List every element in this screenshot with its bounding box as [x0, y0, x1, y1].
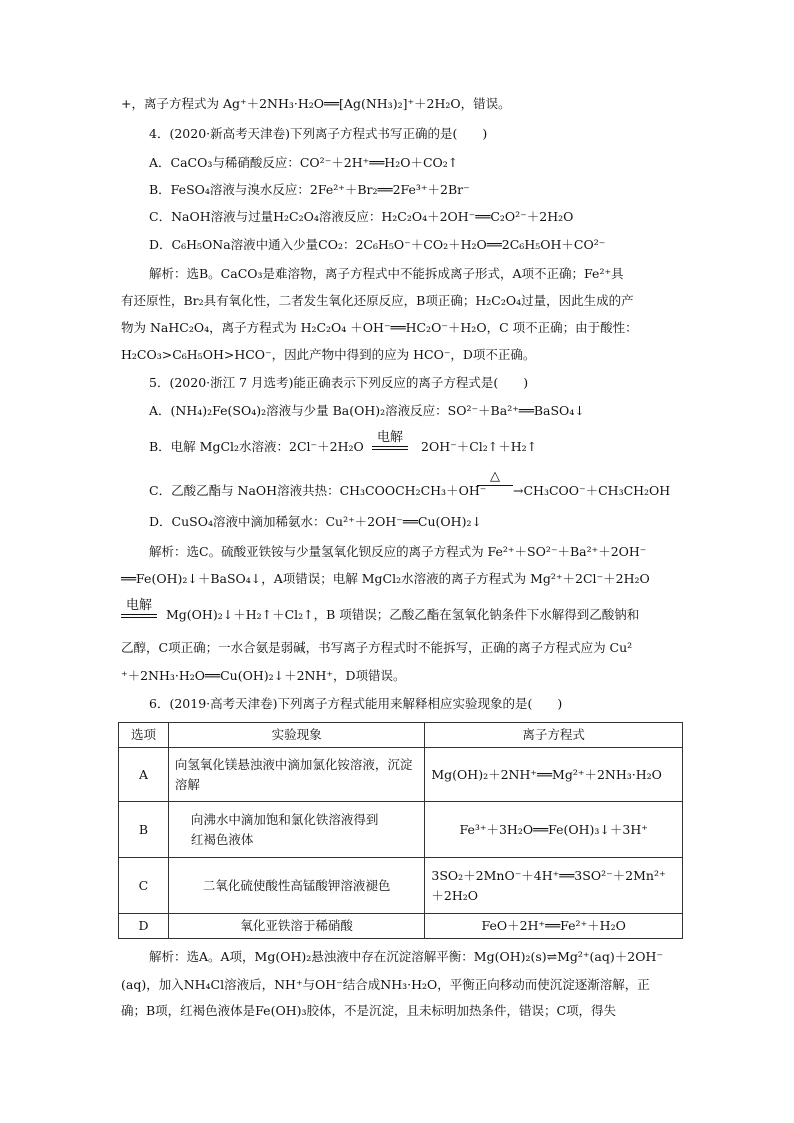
answer-6-line: (aq)，加入NH₄Cl溶液后，NH⁺与OH⁻结合成NH₃·H₂O，平衡正向移动而使沉淀逐渐溶解，正 — [121, 977, 650, 992]
electrolysis-condition-2 — [121, 594, 157, 618]
question-6: 6．(2019·高考天津卷)下列离子方程式能用来解释相应实验现象的是( ) — [149, 696, 563, 711]
row-equation: FeO＋2H⁺══Fe²⁺＋H₂O — [425, 914, 683, 939]
row-equation: Mg(OH)₂＋2NH⁺══Mg²⁺＋2NH₃·H₂O — [425, 748, 683, 802]
row-phenomenon: 二氧化硫使酸性高锰酸钾溶液褪色 — [168, 858, 424, 914]
row-option: B — [119, 802, 169, 858]
question-4: 4．(2020·新高考天津卷)下列离子方程式书写正确的是( ) — [149, 126, 488, 141]
answer-6-line: 解析：选A。A项，Mg(OH)₂悬浊液中存在沉淀溶解平衡：Mg(OH)₂(s)⇌Mg²⁺(aq)＋2OH⁻ — [149, 949, 663, 964]
row-phenomenon: 氧化亚铁溶于稀硝酸 — [168, 914, 424, 939]
row-option: D — [119, 914, 169, 939]
question-4-option-d: D．C₆H₅ONa溶液中通入少量CO₂：2C₆H₅O⁻＋CO₂＋H₂O══2C₆H₅OH＋CO²⁻ — [149, 237, 606, 252]
question-5-option-b — [149, 437, 364, 457]
row-option: A — [119, 748, 169, 802]
table-row — [119, 802, 683, 858]
answer-4-line: H₂CO₃>C₆H₅OH>HCO⁻，因此产物中得到的应为 HCO⁻，D项不正确。 — [121, 347, 536, 362]
question-5: 5．(2020·浙江 7 月选考)能正确表示下列反应的离子方程式是( ) — [149, 375, 529, 390]
answer-6-line: 确；B项，红褐色液体是Fe(OH)₃胶体，不是沉淀，且未标明加热条件，错误；C项，得失 — [121, 1003, 617, 1018]
question-4-option-a: A．CaCO₃与稀硝酸反应：CO²⁻＋2H⁺══H₂O＋CO₂↑ — [149, 155, 459, 170]
header-phenomenon: 实验现象 — [168, 723, 424, 748]
answer-5-line: ⁺＋2NH₃·H₂O══Cu(OH)₂↓＋2NH⁺，D项错误。 — [121, 668, 406, 683]
answer-4-line: 有还原性，Br₂具有氧化性，二者发生氧化还原反应，B项正确；H₂C₂O₄过量，因此生成的产 — [121, 293, 634, 308]
table-row — [119, 748, 683, 802]
answer-5-line: Mg(OH)₂↓＋H₂↑＋Cl₂↑，B 项错误；乙酸乙酯在氢氧化钠条件下水解得到乙酸钠和 — [166, 607, 640, 622]
question-5-option-d: D．CuSO₄溶液中滴加稀氨水：Cu²⁺＋2OH⁻══Cu(OH)₂↓ — [149, 514, 482, 529]
row-equation: Fe³⁺＋3H₂O══Fe(OH)₃↓＋3H⁺ — [425, 802, 683, 858]
option-c-reactants: C．乙酸乙酯与 NaOH溶液共热：CH₃COOCH₂CH₃＋OH⁻ — [149, 483, 487, 498]
header-equation: 离子方程式 — [425, 723, 683, 748]
answer-5-line: 解析：选C。硫酸亚铁铵与少量氢氧化钡反应的离子方程式为 Fe²⁺＋SO²⁻＋Ba²⁺＋2OH⁻ — [149, 544, 647, 559]
row-phenomenon: 向氢氧化镁悬浊液中滴加氯化铵溶液，沉淀溶解 — [168, 748, 424, 802]
electrolysis-label-2: 电解 — [125, 598, 152, 613]
question-4-option-c: C．NaOH溶液与过量H₂C₂O₄溶液反应：H₂C₂O₄＋2OH⁻══C₂O²⁻＋2H₂O — [149, 209, 574, 224]
heat-label: △ — [490, 469, 500, 484]
option-b-products: 2OH⁻＋Cl₂↑＋H₂↑ — [421, 439, 538, 454]
answer-4-line: 物为 NaHC₂O₄，离子方程式为 H₂C₂O₄ ＋OH⁻══HC₂O⁻＋H₂O，C 项不正确；由于酸性： — [121, 320, 638, 335]
electrolysis-label: 电解 — [376, 430, 403, 445]
row-phenomenon: 向沸水中滴加饱和氯化铁溶液得到红褐色液体 — [168, 802, 424, 858]
answer-5-line: 乙醇，C项正确；一水合氨是弱碱，书写离子方程式时不能拆写，正确的离子方程式应为 Cu² — [121, 640, 633, 655]
header-option: 选项 — [119, 723, 169, 748]
answer-5-line: ══Fe(OH)₂↓＋BaSO₄↓，A项错误；电解 MgCl₂水溶液的离子方程式为 Mg²⁺＋2Cl⁻＋2H₂O — [121, 571, 650, 586]
row-equation: 3SO₂＋2MnO⁻＋4H⁺══3SO²⁻＋2Mn²⁺＋2H₂O — [425, 858, 683, 914]
experiment-table — [118, 722, 683, 939]
option-b-reactants: B．电解 MgCl₂水溶液：2Cl⁻＋2H₂O — [149, 439, 364, 454]
answer-4-line: 解析：选B。CaCO₃是难溶物，离子方程式中不能拆成离子形式，A项不正确；Fe²⁺具 — [149, 266, 624, 281]
question-4-option-b: B．FeSO₄溶液与溴水反应：2Fe²⁺＋Br₂══2Fe³⁺＋2Br⁻ — [149, 182, 470, 197]
row-option: C — [119, 858, 169, 914]
question-5-option-c — [149, 481, 486, 501]
table-row — [119, 858, 683, 914]
table-row — [119, 914, 683, 939]
option-c-products: →CH₃COO⁻＋CH₃CH₂OH — [513, 483, 671, 498]
table-header-row — [119, 723, 683, 748]
text-line: +，离子方程式为 Ag⁺＋2NH₃·H₂O══[Ag(NH₃)₂]⁺＋2H₂O，错误。 — [121, 96, 511, 111]
heat-condition — [477, 469, 513, 486]
question-5-option-a: A．(NH₄)₂Fe(SO₄)₂溶液与少量 Ba(OH)₂溶液反应：SO²⁻＋Ba²⁺══BaSO₄↓ — [149, 403, 585, 418]
electrolysis-condition — [372, 426, 408, 450]
